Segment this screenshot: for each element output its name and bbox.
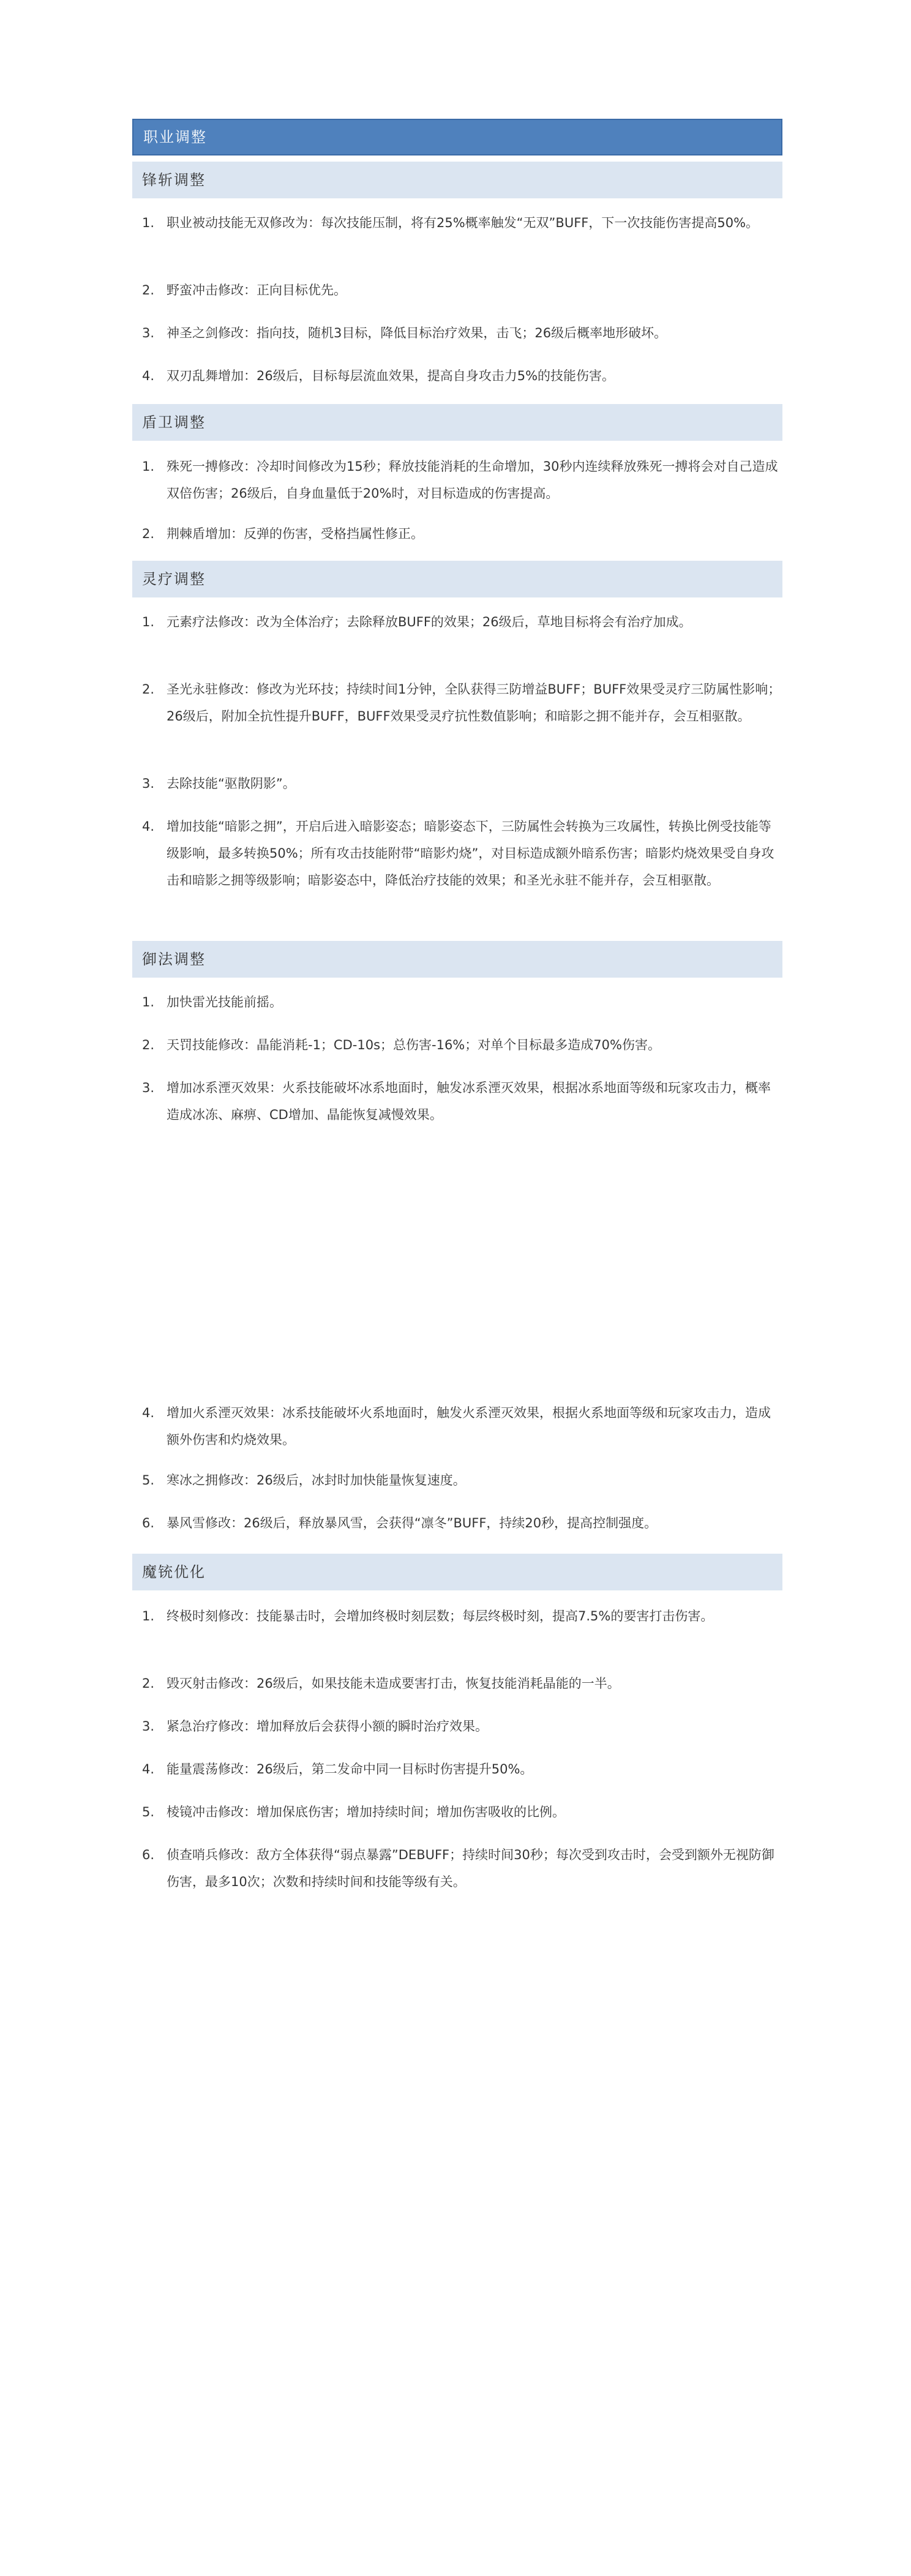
list-item: [132, 1603, 782, 1657]
item-number: 5.: [142, 1805, 155, 1819]
item-text: 暴风雪修改：26级后，释放暴风雪，会获得“凛冬”BUFF，持续20秒，提高控制强度。: [167, 1516, 658, 1530]
section-title: 御法调整: [132, 941, 782, 978]
item-text: 棱镜冲击修改：增加保底伤害；增加持续时间；增加伤害吸收的比例。: [167, 1805, 565, 1819]
item-text: 增加技能“暗影之拥”，开启后进入暗影姿态；暗影姿态下，三防属性会转换为三攻属性，转换比例受技能等级影响，最多转换50%；所有攻击技能附带“暗影灼烧”，对目标造成额外暗系伤害；暗影灼烧效果受自身攻击和暗影之拥等级影响；暗影姿态中，降低治疗技能的效果；和圣光永驻不能并存，会互相驱散。: [167, 819, 774, 888]
item-text: 寒冰之拥修改：26级后，冰封时加快能量恢复速度。: [167, 1473, 466, 1488]
item-number: 1.: [142, 215, 155, 230]
list-item: [132, 770, 782, 797]
list-item: [132, 520, 782, 547]
item-number: 3.: [142, 326, 155, 340]
item-number: 1.: [142, 1609, 155, 1623]
item-text: 能量震荡修改：26级后，第二发命中同一目标时伤害提升50%。: [167, 1762, 533, 1777]
list-item: [132, 989, 782, 1016]
list-item: [132, 813, 782, 921]
item-text: 双刃乱舞增加：26级后，目标每层流血效果，提高自身攻击力5%的技能伤害。: [167, 369, 615, 383]
list-item: [132, 362, 782, 389]
item-text: 增加火系湮灭效果：冰系技能破坏火系地面时，触发火系湮灭效果，根据火系地面等级和玩家攻击力，造成额外伤害和灼烧效果。: [167, 1406, 771, 1447]
item-text: 紧急治疗修改：增加释放后会获得小额的瞬时治疗效果。: [167, 1719, 488, 1734]
list-item: [132, 1467, 782, 1494]
list-item: [132, 1713, 782, 1740]
list-item: [132, 1841, 782, 1895]
list-item: [132, 1032, 782, 1058]
item-text: 增加冰系湮灭效果：火系技能破坏冰系地面时，触发冰系湮灭效果，根据冰系地面等级和玩家攻击力，概率造成冰冻、麻痹、CD增加、晶能恢复减慢效果。: [167, 1080, 771, 1122]
item-text: 荆棘盾增加：反弹的伤害，受格挡属性修正。: [167, 526, 424, 541]
item-number: 2.: [142, 1676, 155, 1691]
section-mage-continued: [132, 1399, 782, 1537]
item-text: 终极时刻修改：技能暴击时，会增加终极时刻层数；每层终极时刻，提高7.5%的要害打击伤害。: [167, 1609, 714, 1623]
page-title: 职业调整: [132, 119, 782, 155]
item-text: 天罚技能修改：晶能消耗-1；CD-10s；总伤害-16%；对单个目标最多造成70%伤害。: [167, 1038, 661, 1052]
item-number: 1.: [142, 995, 155, 1009]
item-number: 1.: [142, 615, 155, 629]
item-number: 6.: [142, 1848, 155, 1862]
list-item: [132, 1510, 782, 1537]
section-gunner: [132, 1554, 782, 1895]
item-number: 2.: [142, 1038, 155, 1052]
item-text: 圣光永驻修改：修改为光环技；持续时间1分钟，全队获得三防增益BUFF；BUFF效果受灵疗三防属性影响；26级后，附加全抗性提升BUFF，BUFF效果受灵疗抗性数值影响；和暗影之拥不能并存，会互相驱散。: [167, 682, 781, 724]
item-number: 4.: [142, 1406, 155, 1420]
list-item: [132, 277, 782, 304]
item-number: 2.: [142, 283, 155, 298]
list-item: [132, 1756, 782, 1783]
item-text: 去除技能“驱散阴影”。: [167, 776, 296, 791]
list-item: [132, 1670, 782, 1697]
list-item: [132, 320, 782, 346]
item-number: 5.: [142, 1473, 155, 1488]
list-item: [132, 1799, 782, 1825]
section-warrior: [132, 162, 782, 389]
item-text: 元素疗法修改：改为全体治疗；去除释放BUFF的效果；26级后，草地目标将会有治疗加成。: [167, 615, 692, 629]
list-item: [132, 1074, 782, 1128]
item-number: 6.: [142, 1516, 155, 1530]
section-mage: [132, 941, 782, 1128]
section-title: 魔铳优化: [132, 1554, 782, 1590]
item-number: 2.: [142, 682, 155, 697]
item-text: 加快雷光技能前摇。: [167, 995, 282, 1009]
list-item: [132, 1399, 782, 1453]
list-item: [132, 608, 782, 662]
item-text: 野蛮冲击修改：正向目标优先。: [167, 283, 347, 298]
section-title: 盾卫调整: [132, 404, 782, 441]
section-title: 灵疗调整: [132, 561, 782, 597]
item-number: 3.: [142, 1719, 155, 1734]
item-number: 2.: [142, 526, 155, 541]
item-number: 3.: [142, 1080, 155, 1095]
list-item: [132, 676, 782, 757]
item-text: 神圣之剑修改：指向技，随机3目标，降低目标治疗效果，击飞；26级后概率地形破坏。: [167, 326, 667, 340]
item-number: 4.: [142, 369, 155, 383]
item-text: 职业被动技能无双修改为：每次技能压制，将有25%概率触发“无双”BUFF，下一次技能伤害提高50%。: [167, 215, 759, 230]
item-number: 3.: [142, 776, 155, 791]
section-title: 锋斩调整: [132, 162, 782, 198]
list-item: [132, 453, 782, 507]
section-guardian: [132, 404, 782, 547]
document-block: [132, 119, 782, 155]
item-number: 4.: [142, 1762, 155, 1777]
item-text: 殊死一搏修改：冷却时间修改为15秒；释放技能消耗的生命增加，30秒内连续释放殊死一搏将会对自己造成双倍伤害；26级后，自身血量低于20%时，对目标造成的伤害提高。: [167, 459, 778, 501]
item-number: 4.: [142, 819, 155, 834]
item-text: 侦查哨兵修改：敌方全体获得“弱点暴露”DEBUFF；持续时间30秒；每次受到攻击时，会受到额外无视防御伤害，最多10次；次数和持续时间和技能等级有关。: [167, 1848, 774, 1889]
list-item: [132, 209, 782, 263]
item-number: 1.: [142, 459, 155, 474]
section-healer: [132, 561, 782, 921]
item-text: 毁灭射击修改：26级后，如果技能未造成要害打击，恢复技能消耗晶能的一半。: [167, 1676, 620, 1691]
